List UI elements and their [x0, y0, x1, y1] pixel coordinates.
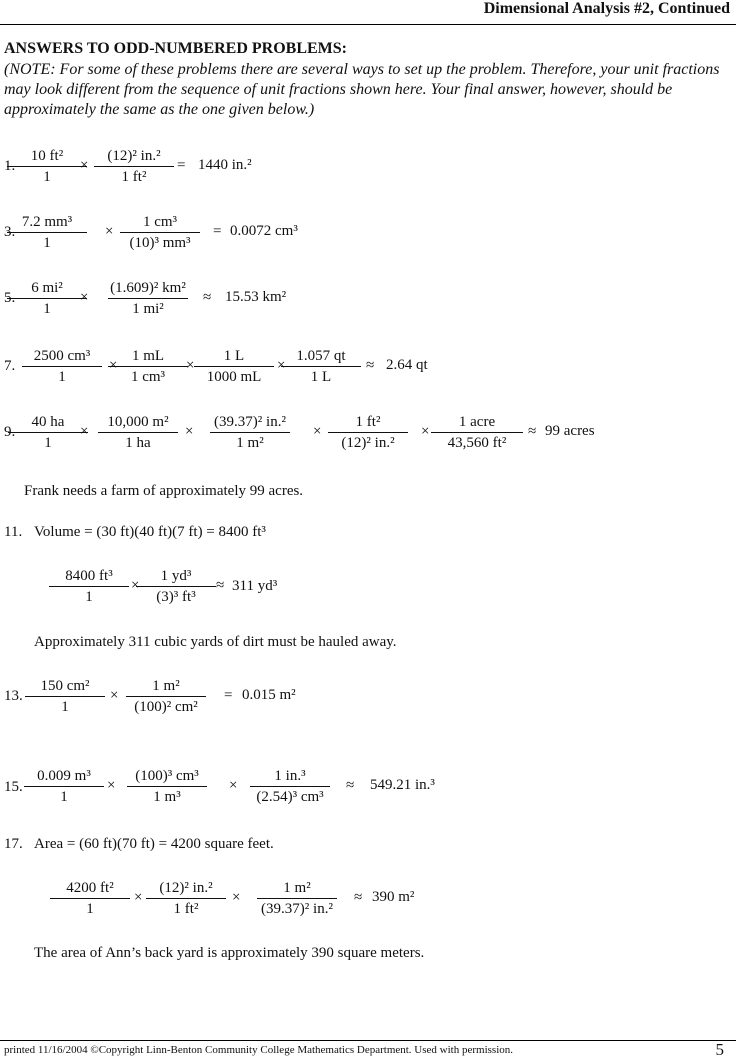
p17-fraction-2: $\frac{\text{(12)² in.²}}{\text{1 ft²}}$ — [146, 878, 226, 919]
p13-result: 0.015 m² — [242, 687, 296, 703]
p11-result: 311 yd³ — [232, 578, 278, 594]
footer-copyright: printed 11/16/2004 ©Copyright Linn-Benton Community College Mathematics Department. Used with permission. — [4, 1044, 513, 1056]
times-sign: × — [131, 577, 140, 594]
times-sign: × — [110, 687, 119, 704]
p15-fraction-2: $\frac{\text{(100)³ cm³}}{\text{1 m³}}$ — [127, 766, 207, 807]
note-paragraph: (NOTE: For some of these problems there are several ways to set up the problem. Therefore, your unit fractions may look different from the sequence of unit fractions shown here. Your final answer, however, should be approximately the same as the one given below.) — [4, 61, 720, 118]
problem-13-number: 13. — [4, 688, 23, 704]
times-sign: × — [277, 357, 286, 374]
problem-7-number: 7. — [4, 358, 16, 374]
p17-fraction-1: $\frac{\text{4200 ft²}}{1}$ — [50, 878, 130, 919]
times-sign: × — [80, 289, 89, 306]
p3-fraction-1: $\frac{\text{7.2 mm³}}{1}$ — [7, 212, 87, 253]
problem-9-number: 9. — [4, 424, 16, 440]
approx-sign: ≈ — [366, 357, 375, 374]
p11-fraction-1: $\frac{\text{8400 ft³}}{1}$ — [49, 566, 129, 607]
p7-fraction-1: $\frac{\text{2500 cm³}}{1}$ — [22, 346, 102, 387]
p17-result: 390 m² — [372, 889, 415, 905]
times-sign: × — [421, 423, 430, 440]
page-header: Dimensional Analysis #2, Continued — [483, 0, 730, 17]
times-sign: × — [105, 223, 114, 240]
p1-result: 1440 in.² — [198, 157, 252, 173]
problem-1-number: 1. — [4, 158, 16, 174]
problem-17-number: 17. — [4, 836, 23, 852]
problem-5-number: 5. — [4, 290, 16, 306]
header-rule — [0, 24, 736, 25]
p11-setup: Volume = (30 ft)(40 ft)(7 ft) = 8400 ft³ — [34, 524, 266, 540]
times-sign: × — [229, 777, 238, 794]
approx-sign: ≈ — [354, 889, 363, 906]
p11-answer: Approximately 311 cubic yards of dirt must be hauled away. — [34, 634, 397, 650]
p15-result: 549.21 in.³ — [370, 777, 435, 793]
p1-fraction-2: $\frac{\text{(12)² in.²}}{\text{1 ft²}}$ — [94, 146, 174, 187]
p17-setup: Area = (60 ft)(70 ft) = 4200 square feet. — [34, 836, 274, 852]
section-title: ANSWERS TO ODD-NUMBERED PROBLEMS: — [4, 40, 348, 57]
times-sign: × — [313, 423, 322, 440]
times-sign: × — [186, 357, 195, 374]
p13-fraction-2: $\frac{\text{1 m²}}{\text{(100)² cm²}}$ — [126, 676, 206, 717]
p9-fraction-2: $\frac{\text{10,000 m²}}{1 ha}$ — [98, 412, 178, 453]
p7-result: 2.64 qt — [386, 357, 428, 373]
p15-fraction-1: $\frac{\text{0.009 m³}}{1}$ — [24, 766, 104, 807]
p5-result: 15.53 km² — [225, 289, 287, 305]
problem-15-number: 15. — [4, 779, 23, 795]
p9-fraction-4: $\frac{\text{1 ft²}}{\text{(12)² in.²}}$ — [328, 412, 408, 453]
times-sign: × — [134, 889, 143, 906]
p9-result: 99 acres — [545, 423, 595, 439]
p3-fraction-2: $\frac{\text{1 cm³}}{\text{(10)³ mm³}}$ — [120, 212, 200, 253]
p13-fraction-1: $\frac{\text{150 cm²}}{1}$ — [25, 676, 105, 717]
approx-sign: ≈ — [346, 777, 355, 794]
page-number: 5 — [715, 1040, 724, 1059]
problem-11-number: 11. — [4, 524, 23, 540]
p7-fraction-3: $\frac{1 L}{1000 mL}$ — [194, 346, 274, 387]
p7-fraction-4: $\frac{1.057 qt}{1 L}$ — [281, 346, 361, 387]
times-sign: × — [107, 777, 116, 794]
times-sign: × — [185, 423, 194, 440]
approx-sign: ≈ — [216, 577, 225, 594]
p11-fraction-2: $\frac{\text{1 yd³}}{\text{(3)³ ft³}}$ — [136, 566, 216, 607]
p5-fraction-2: $\frac{\text{(1.609)² km²}}{\text{1 mi²}}$ — [108, 278, 188, 319]
times-sign: × — [232, 889, 241, 906]
p17-answer: The area of Ann’s back yard is approximately 390 square meters. — [34, 945, 425, 961]
p15-fraction-3: $\frac{\text{1 in.³}}{\text{(2.54)³ cm³}}$ — [250, 766, 330, 807]
problem-3-number: 3. — [4, 224, 16, 240]
equals-sign: = — [224, 687, 233, 704]
p5-fraction-1: $\frac{\text{6 mi²}}{1}$ — [7, 278, 87, 319]
approx-sign: ≈ — [528, 423, 537, 440]
footer-rule — [0, 1040, 736, 1041]
approx-sign: ≈ — [203, 289, 212, 306]
p9-fraction-3: $\frac{\text{(39.37)² in.²}}{\text{1 m²}}$ — [210, 412, 290, 453]
p17-fraction-3: $\frac{\text{1 m²}}{\text{(39.37)² in.²}}$ — [257, 878, 337, 919]
p9-fraction-1: $\frac{40 ha}{1}$ — [8, 412, 88, 453]
equals-sign: = — [177, 157, 186, 174]
times-sign: × — [80, 157, 89, 174]
p7-fraction-2: $\frac{1 mL}{\text{1 cm³}}$ — [108, 346, 188, 387]
p1-fraction-1: $\frac{\text{10 ft²}}{1}$ — [7, 146, 87, 187]
p3-result: 0.0072 cm³ — [230, 223, 298, 239]
times-sign: × — [80, 423, 89, 440]
equals-sign: = — [213, 223, 222, 240]
p9-answer: Frank needs a farm of approximately 99 acres. — [24, 483, 304, 499]
p9-fraction-5: 1 acre 43,560 ft² — [431, 412, 523, 453]
times-sign: × — [109, 357, 118, 374]
